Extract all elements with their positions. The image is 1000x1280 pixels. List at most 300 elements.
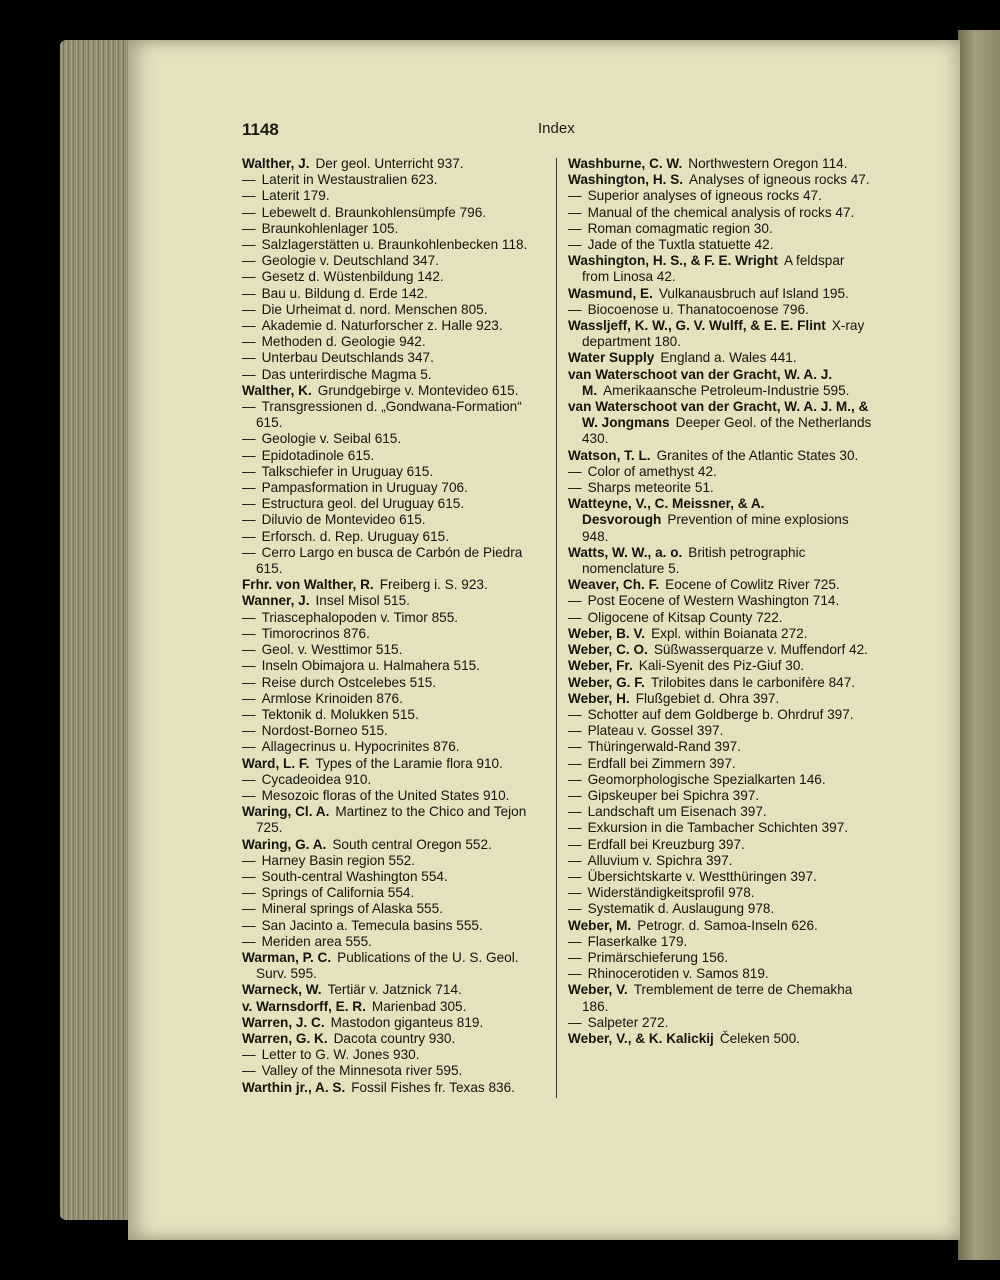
author-name: Walther, J. <box>242 156 310 171</box>
ditto-dash: — <box>242 674 256 690</box>
work-title: Gesetz d. Wüstenbildung 142. <box>261 269 444 285</box>
ditto-dash: — <box>242 868 256 884</box>
work-title: Grundgebirge v. Montevideo 615. <box>317 382 519 398</box>
work-title: Landschaft um Eisenach 397. <box>587 804 767 820</box>
ditto-dash: — <box>568 966 582 982</box>
index-entry <box>568 626 873 642</box>
ditto-dash: — <box>242 544 256 560</box>
index-subentry <box>568 804 873 820</box>
index-subentry <box>242 172 547 188</box>
author-name: Warneck, W. <box>242 982 322 998</box>
work-title: Die Urheimat d. nord. Menschen 805. <box>261 301 488 317</box>
index-column-left <box>242 156 547 1096</box>
index-subentry <box>568 885 873 901</box>
ditto-dash: — <box>242 318 256 334</box>
index-subentry <box>568 788 873 804</box>
ditto-dash: — <box>568 755 582 771</box>
ditto-dash: — <box>242 463 256 479</box>
ditto-dash: — <box>568 706 582 722</box>
index-subentry <box>242 269 547 285</box>
ditto-dash: — <box>242 625 256 641</box>
ditto-dash: — <box>242 204 256 220</box>
index-subentry <box>242 529 547 545</box>
work-title: Color of amethyst 42. <box>587 463 717 479</box>
index-entry <box>242 999 547 1015</box>
index-subentry <box>242 399 547 431</box>
work-title: Northwestern Oregon 114. <box>688 156 848 171</box>
ditto-dash: — <box>242 787 256 803</box>
work-title: Flußgebiet d. Ohra 397. <box>635 690 780 706</box>
index-subentry <box>568 188 873 204</box>
work-title: Superior analyses of igneous rocks 47. <box>587 188 822 204</box>
work-title: Plateau v. Gossel 397. <box>587 723 724 739</box>
index-subentry <box>242 367 547 383</box>
index-subentry <box>568 901 873 917</box>
work-title: Salpeter 272. <box>587 1014 669 1030</box>
ditto-dash: — <box>242 706 256 722</box>
ditto-dash: — <box>568 723 582 739</box>
index-entry <box>242 1080 547 1096</box>
author-name: Weber, B. V. <box>568 625 646 641</box>
index-entry <box>242 593 547 609</box>
index-entry <box>568 675 873 691</box>
index-subentry <box>242 253 547 269</box>
work-title: Mesozoic floras of the United States 910. <box>261 787 510 803</box>
work-title: Types of the Laramie flora 910. <box>315 755 503 771</box>
work-title: Cycadeoidea 910. <box>261 771 372 787</box>
work-title: Widerständigkeitsprofil 978. <box>587 885 755 901</box>
index-subentry <box>242 496 547 512</box>
work-title: Trilobites dans le carbonifère 847. <box>650 674 856 690</box>
work-title: Biocoenose u. Thanatocoenose 796. <box>587 301 809 317</box>
index-column-right <box>568 156 873 1047</box>
index-subentry <box>242 901 547 917</box>
ditto-dash: — <box>242 480 256 496</box>
ditto-dash: — <box>242 609 256 625</box>
work-title: Tektonik d. Molukken 515. <box>261 706 419 722</box>
index-subentry <box>242 675 547 691</box>
index-subentry <box>568 739 873 755</box>
column-divider <box>556 158 557 1098</box>
ditto-dash: — <box>242 658 256 674</box>
work-title: England a. Wales 441. <box>660 350 797 366</box>
author-name: Warman, P. C. <box>242 949 332 965</box>
work-title: Erdfall bei Zimmern 397. <box>587 755 736 771</box>
ditto-dash: — <box>242 528 256 544</box>
work-title: Insel Misol 515. <box>315 593 410 609</box>
index-entry <box>242 982 547 998</box>
ditto-dash: — <box>242 350 256 366</box>
index-subentry <box>568 869 873 885</box>
ditto-dash: — <box>568 901 582 917</box>
author-name: Washburne, C. W. <box>568 156 683 171</box>
index-entry <box>568 1031 873 1047</box>
index-subentry <box>242 691 547 707</box>
ditto-dash: — <box>242 220 256 236</box>
work-title: Triascephalopoden v. Timor 855. <box>261 609 459 625</box>
work-title: Oligocene of Kitsap County 722. <box>587 609 783 625</box>
work-title: Timorocrinos 876. <box>261 625 370 641</box>
ditto-dash: — <box>568 301 582 317</box>
ditto-dash: — <box>242 739 256 755</box>
index-subentry <box>568 480 873 496</box>
ditto-dash: — <box>242 334 256 350</box>
work-title: Tremblement de terre de Chemakha 186. <box>582 982 853 1014</box>
index-subentry <box>242 918 547 934</box>
ditto-dash: — <box>242 253 256 269</box>
ditto-dash: — <box>568 771 582 787</box>
ditto-dash: — <box>568 804 582 820</box>
work-title: Der geol. Unterricht 937. <box>315 156 464 171</box>
work-title: Eocene of Cowlitz River 725. <box>665 577 840 593</box>
work-title: X-ray department 180. <box>582 318 865 350</box>
index-subentry <box>242 334 547 350</box>
author-name: v. Warnsdorff, E. R. <box>242 998 366 1014</box>
work-title: Geologie v. Deutschland 347. <box>261 253 439 269</box>
ditto-dash: — <box>242 642 256 658</box>
work-title: Allagecrinus u. Hypocrinites 876. <box>261 739 460 755</box>
work-title: Armlose Krinoiden 876. <box>261 690 403 706</box>
work-title: Granites of the Atlantic States 30. <box>656 447 859 463</box>
ditto-dash: — <box>242 172 256 188</box>
index-subentry <box>242 480 547 496</box>
author-name: Frhr. von Walther, R. <box>242 577 374 593</box>
ditto-dash: — <box>242 933 256 949</box>
index-subentry <box>568 237 873 253</box>
ditto-dash: — <box>242 1047 256 1063</box>
work-title: Letter to G. W. Jones 930. <box>261 1047 420 1063</box>
index-subentry <box>242 869 547 885</box>
ditto-dash: — <box>568 480 582 496</box>
index-subentry <box>568 205 873 221</box>
work-title: Exkursion in die Tambacher Schichten 397. <box>587 820 849 836</box>
index-subentry <box>242 610 547 626</box>
ditto-dash: — <box>568 1014 582 1030</box>
index-entry <box>242 1031 547 1047</box>
author-name: Watson, T. L. <box>568 447 651 463</box>
index-subentry <box>242 205 547 221</box>
index-subentry <box>568 221 873 237</box>
work-title: Petrogr. d. Samoa-Inseln 626. <box>637 917 818 933</box>
author-name: Ward, L. F. <box>242 755 310 771</box>
index-subentry <box>242 545 547 577</box>
work-title: Mineral springs of Alaska 555. <box>261 901 443 917</box>
author-name: Weber, C. O. <box>568 642 648 658</box>
index-entry <box>568 496 873 545</box>
index-subentry <box>568 302 873 318</box>
index-subentry <box>242 853 547 869</box>
work-title: Deeper Geol. of the Netherlands 430. <box>582 415 872 447</box>
author-name: Weber, V., & K. Kalickij <box>568 1030 714 1046</box>
work-title: South-central Washington 554. <box>261 868 448 884</box>
index-subentry <box>242 1047 547 1063</box>
index-entry <box>242 756 547 772</box>
index-subentry <box>242 723 547 739</box>
index-entry <box>568 577 873 593</box>
work-title: British petrographic nomenclature 5. <box>582 544 806 577</box>
index-subentry <box>242 512 547 528</box>
index-subentry <box>568 756 873 772</box>
index-subentry <box>568 934 873 950</box>
index-subentry <box>242 788 547 804</box>
work-title: Marienbad 305. <box>371 998 467 1014</box>
work-title: South central Oregon 552. <box>332 836 492 852</box>
work-title: A feldspar from Linosa 42. <box>582 253 845 285</box>
index-subentry <box>242 286 547 302</box>
ditto-dash: — <box>568 820 582 836</box>
index-subentry <box>242 318 547 334</box>
index-subentry <box>568 610 873 626</box>
index-entry <box>242 1015 547 1031</box>
work-title: Publications of the U. S. Geol. Surv. 595. <box>256 949 519 982</box>
index-subentry <box>242 188 547 204</box>
work-title: Das unterirdische Magma 5. <box>261 366 432 382</box>
index-subentry <box>242 658 547 674</box>
running-title: Index <box>538 120 575 137</box>
index-subentry <box>242 350 547 366</box>
work-title: Sharps meteorite 51. <box>587 480 714 496</box>
page-number: 1148 <box>242 120 279 139</box>
ditto-dash: — <box>242 917 256 933</box>
index-subentry <box>568 772 873 788</box>
ditto-dash: — <box>242 431 256 447</box>
ditto-dash: — <box>242 690 256 706</box>
page-header <box>0 120 1000 142</box>
index-subentry <box>242 1063 547 1079</box>
ditto-dash: — <box>242 285 256 301</box>
work-title: Jade of the Tuxtla statuette 42. <box>587 237 774 253</box>
ditto-dash: — <box>568 204 582 220</box>
work-title: Bau u. Bildung d. Erde 142. <box>261 285 428 301</box>
work-title: Alluvium v. Spichra 397. <box>587 852 733 868</box>
ditto-dash: — <box>242 771 256 787</box>
work-title: Akademie d. Naturforscher z. Halle 923. <box>261 318 503 334</box>
ditto-dash: — <box>568 787 582 803</box>
index-subentry <box>242 739 547 755</box>
work-title: Manual of the chemical analysis of rocks 47. <box>587 204 855 220</box>
index-subentry <box>242 431 547 447</box>
index-entry <box>242 804 547 836</box>
index-entry <box>242 837 547 853</box>
ditto-dash: — <box>242 269 256 285</box>
work-title: Kali-Syenit des Piz-Giuf 30. <box>638 658 805 674</box>
index-subentry <box>568 820 873 836</box>
ditto-dash: — <box>568 852 582 868</box>
index-entry <box>568 350 873 366</box>
work-title: Lebewelt d. Braunkohlensümpfe 796. <box>261 204 487 220</box>
index-entry <box>242 577 547 593</box>
index-subentry <box>242 626 547 642</box>
work-title: Geomorphologische Spezialkarten 146. <box>587 771 826 787</box>
index-subentry <box>568 966 873 982</box>
work-title: Unterbau Deutschlands 347. <box>261 350 434 366</box>
adjacent-page-edge <box>958 30 1000 1260</box>
index-subentry <box>242 772 547 788</box>
work-title: Valley of the Minnesota river 595. <box>261 1063 463 1079</box>
work-title: Inseln Obimajora u. Halmahera 515. <box>261 658 480 674</box>
author-name: Weber, Fr. <box>568 658 633 674</box>
index-entry <box>568 156 873 172</box>
index-subentry <box>568 853 873 869</box>
work-title: Expl. within Boianata 272. <box>651 625 808 641</box>
ditto-dash: — <box>568 237 582 253</box>
author-name: Wanner, J. <box>242 593 310 609</box>
index-entry <box>568 318 873 350</box>
work-title: Nordost-Borneo 515. <box>261 723 388 739</box>
work-title: Čeleken 500. <box>719 1030 800 1046</box>
index-entry <box>568 253 873 285</box>
work-title: Flaserkalke 179. <box>587 933 688 949</box>
index-entry <box>568 642 873 658</box>
author-name: Washington, H. S. <box>568 172 684 188</box>
work-title: Thüringerwald-Rand 397. <box>587 739 741 755</box>
work-title: Laterit 179. <box>261 188 330 204</box>
ditto-dash: — <box>568 609 582 625</box>
author-name: Warthin jr., A. S. <box>242 1079 346 1095</box>
ditto-dash: — <box>568 593 582 609</box>
index-subentry <box>568 723 873 739</box>
index-subentry <box>242 221 547 237</box>
ditto-dash: — <box>242 188 256 204</box>
index-entry <box>242 383 547 399</box>
index-subentry <box>242 642 547 658</box>
work-title: Martinez to the Chico and Tejon 725. <box>256 804 527 836</box>
index-subentry <box>242 707 547 723</box>
work-title: Braunkohlenlager 105. <box>261 220 399 236</box>
author-name: Wassljeff, K. W., G. V. Wulff, & E. E. Flint <box>568 318 826 334</box>
work-title: Freiberg i. S. 923. <box>379 577 488 593</box>
work-title: Mastodon giganteus 819. <box>330 1014 484 1030</box>
author-name: Watteyne, V., C. Meissner, & A. Desvorough <box>568 496 765 528</box>
ditto-dash: — <box>242 512 256 528</box>
author-name: Weber, V. <box>568 982 628 998</box>
author-name: Weaver, Ch. F. <box>568 577 660 593</box>
index-entry <box>568 918 873 934</box>
author-name: Warren, G. K. <box>242 1030 328 1046</box>
index-entry <box>568 545 873 577</box>
work-title: Harney Basin region 552. <box>261 852 415 868</box>
work-title: Cerro Largo en busca de Carbón de Piedra 615. <box>256 544 523 577</box>
ditto-dash: — <box>242 366 256 382</box>
work-title: Analyses of igneous rocks 47. <box>689 172 870 188</box>
index-subentry <box>242 237 547 253</box>
ditto-dash: — <box>568 836 582 852</box>
work-title: Talkschiefer in Uruguay 615. <box>261 463 434 479</box>
work-title: Laterit in Westaustralien 623. <box>261 172 438 188</box>
work-title: Geologie v. Seibal 615. <box>261 431 402 447</box>
index-entry <box>568 691 873 707</box>
work-title: Übersichtskarte v. Westthüringen 397. <box>587 868 817 884</box>
index-entry <box>568 448 873 464</box>
ditto-dash: — <box>242 447 256 463</box>
ditto-dash: — <box>242 852 256 868</box>
work-title: Süßwasserquarze v. Muffendorf 42. <box>653 642 868 658</box>
ditto-dash: — <box>568 868 582 884</box>
author-name: Washington, H. S., & F. E. Wright <box>568 253 778 269</box>
ditto-dash: — <box>242 885 256 901</box>
index-subentry <box>242 934 547 950</box>
work-title: Fossil Fishes fr. Texas 836. <box>351 1079 515 1095</box>
index-subentry <box>568 1015 873 1031</box>
work-title: Epidotadinole 615. <box>261 447 375 463</box>
work-title: Springs of California 554. <box>261 885 415 901</box>
index-entry <box>568 286 873 302</box>
work-title: Diluvio de Montevideo 615. <box>261 512 426 528</box>
index-subentry <box>242 464 547 480</box>
ditto-dash: — <box>568 933 582 949</box>
index-subentry <box>568 707 873 723</box>
work-title: Roman comagmatic region 30. <box>587 220 773 236</box>
index-entry <box>242 950 547 982</box>
index-entry <box>568 367 873 399</box>
work-title: Post Eocene of Western Washington 714. <box>587 593 840 609</box>
author-name: Wasmund, E. <box>568 285 653 301</box>
ditto-dash: — <box>568 739 582 755</box>
index-subentry <box>242 448 547 464</box>
work-title: Transgressionen d. „Gondwana-Formation“ 615. <box>256 399 522 431</box>
work-title: Rhinocerotiden v. Samos 819. <box>587 966 769 982</box>
index-subentry <box>568 837 873 853</box>
index-subentry <box>242 885 547 901</box>
author-name: Weber, G. F. <box>568 674 645 690</box>
ditto-dash: — <box>242 399 256 415</box>
index-entry <box>568 982 873 1014</box>
author-name: Walther, K. <box>242 382 312 398</box>
author-name: Weber, H. <box>568 690 630 706</box>
work-title: Gipskeuper bei Spichra 397. <box>587 787 760 803</box>
ditto-dash: — <box>242 496 256 512</box>
work-title: Tertiär v. Jatznick 714. <box>327 982 462 998</box>
index-entry <box>242 156 547 172</box>
work-title: Meriden area 555. <box>261 933 372 949</box>
work-title: Vulkanausbruch auf Island 195. <box>658 285 849 301</box>
work-title: Reise durch Ostcelebes 515. <box>261 674 437 690</box>
author-name: Water Supply <box>568 350 655 366</box>
ditto-dash: — <box>242 301 256 317</box>
ditto-dash: — <box>242 723 256 739</box>
work-title: Amerikaansche Petroleum-Industrie 595. <box>603 382 850 398</box>
ditto-dash: — <box>568 188 582 204</box>
work-title: Pampasformation in Uruguay 706. <box>261 480 468 496</box>
author-name: van Waterschoot van der Gracht, W. A. J. M. <box>568 366 833 398</box>
index-subentry <box>242 302 547 318</box>
index-entry <box>568 172 873 188</box>
index-subentry <box>568 464 873 480</box>
work-title: Geol. v. Westtimor 515. <box>261 642 403 658</box>
ditto-dash: — <box>242 901 256 917</box>
work-title: Methoden d. Geologie 942. <box>261 334 426 350</box>
work-title: Dacota country 930. <box>333 1030 456 1046</box>
work-title: Systematik d. Auslaugung 978. <box>587 901 775 917</box>
author-name: Waring, Cl. A. <box>242 804 330 820</box>
author-name: Waring, G. A. <box>242 836 327 852</box>
index-subentry <box>568 950 873 966</box>
index-entry <box>568 658 873 674</box>
work-title: Erforsch. d. Rep. Uruguay 615. <box>261 528 449 544</box>
ditto-dash: — <box>568 220 582 236</box>
ditto-dash: — <box>242 237 256 253</box>
author-name: Warren, J. C. <box>242 1014 325 1030</box>
author-name: Weber, M. <box>568 917 632 933</box>
ditto-dash: — <box>242 1063 256 1079</box>
work-title: Erdfall bei Kreuzburg 397. <box>587 836 745 852</box>
author-name: van Waterschoot van der Gracht, W. A. J. M., & W. Jongmans <box>568 399 869 431</box>
work-title: San Jacinto a. Temecula basins 555. <box>261 917 483 933</box>
index-entry <box>568 399 873 448</box>
index-subentry <box>568 593 873 609</box>
ditto-dash: — <box>568 885 582 901</box>
work-title: Salzlagerstätten u. Braunkohlenbecken 118. <box>261 237 528 253</box>
